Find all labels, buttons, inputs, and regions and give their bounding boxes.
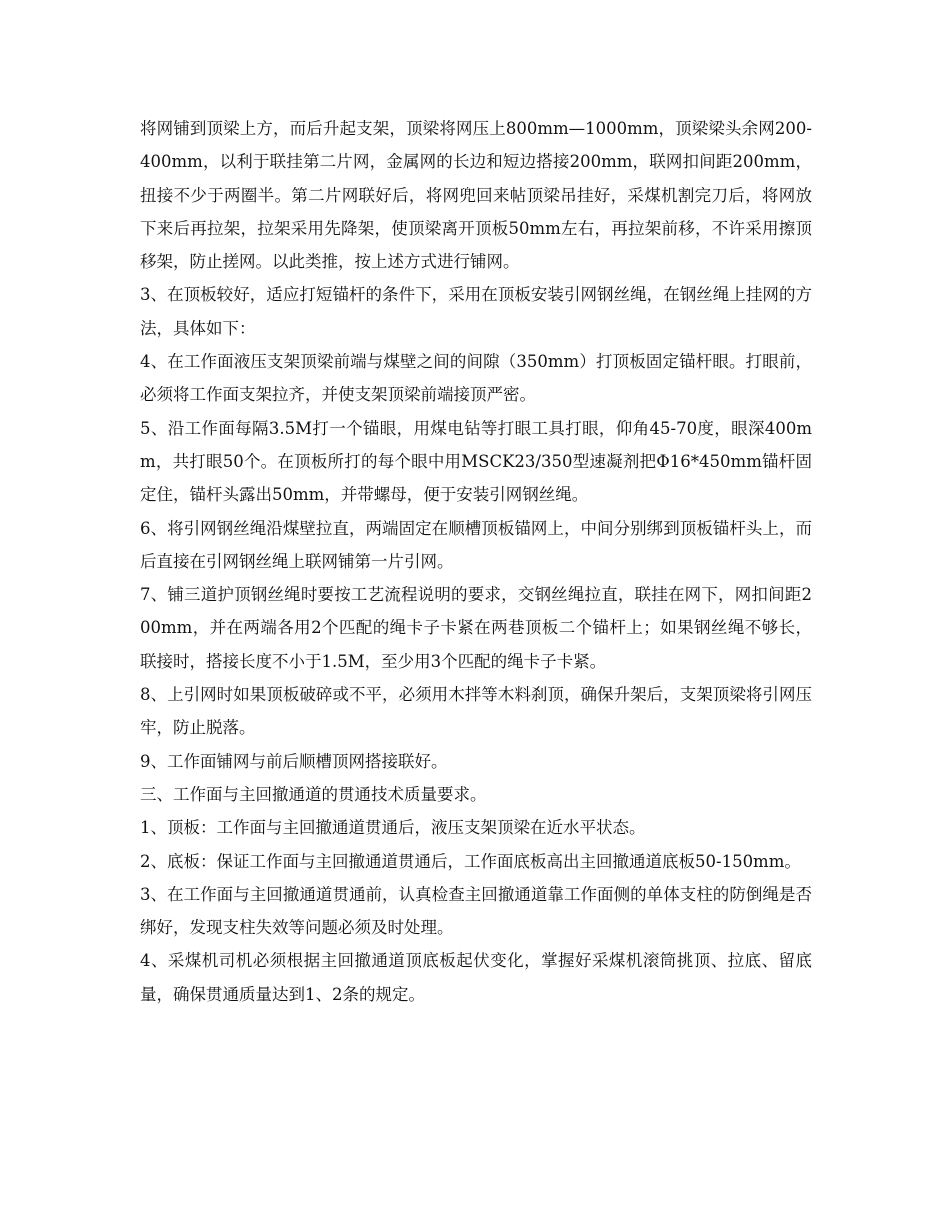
document-body xyxy=(140,112,812,1011)
requirement-item-1: 1、顶板：工作面与主回撤通道贯通后，液压支架顶梁在近水平状态。 xyxy=(140,818,646,838)
paragraph-item-6: 6、将引网钢丝绳沿煤壁拉直，两端固定在顺槽顶板锚网上，中间分别绑到顶板锚杆头上，而后直接在引网钢丝绳上联网铺第一片引网。 xyxy=(140,518,812,571)
requirement-item-3: 3、在工作面与主回撤通道贯通前，认真检查主回撤通道靠工作面侧的单体支柱的防倒绳是否绑好，发现支柱失效等问题必须及时处理。 xyxy=(140,884,812,938)
paragraph-item-7: 7、铺三道护顶钢丝绳时要按工艺流程说明的要求，交钢丝绳拉直，联挂在网下，网扣间距200mm，并在两端各用2个匹配的绳卡子卡紧在两巷顶板二个锚杆上；如果钢丝绳不够长，联接时，搭接长度不小于1.5M，至少用3个匹配的绳卡子卡紧。 xyxy=(140,585,812,671)
requirement-item-2: 2、底板：保证工作面与主回撤通道贯通后，工作面底板高出主回撤通道底板50-150mm。 xyxy=(140,851,801,871)
paragraph-item-4: 4、在工作面液压支架顶梁前端与煤壁之间的间隙（350mm）打顶板固定锚杆眼。打眼前，必须将工作面支架拉齐，并使支架顶梁前端接顶严密。 xyxy=(140,352,812,405)
requirement-item-4: 4、采煤机司机必须根据主回撤通道顶底板起伏变化，掌握好采煤机滚筒挑顶、拉底、留底量，确保贯通质量达到1、2条的规定。 xyxy=(140,951,812,1004)
paragraph-item-9: 9、工作面铺网与前后顺槽顶网搭接联好。 xyxy=(140,751,448,771)
paragraph-item-5: 5、沿工作面每隔3.5M打一个锚眼，用煤电钻等打眼工具打眼，仰角45-70度，眼深400mm，共打眼50个。在顶板所打的每个眼中用MSCK23/350型速凝剂把Φ16*450mm锚杆固定住，锚杆头露出50mm，并带螺母，便于安装引网钢丝绳。 xyxy=(140,418,812,505)
paragraph-item-8: 8、上引网时如果顶板破碎或不平，必须用木拌等木料刹顶，确保升架后，支架顶梁将引网压牢，防止脱落。 xyxy=(140,685,812,738)
paragraph-net-laying: 将网铺到顶梁上方，而后升起支架，顶梁将网压上800mm—1000mm，顶梁梁头余网200-400mm，以利于联挂第二片网，金属网的长边和短边搭接200mm，联网扣间距200mm，扭接不少于两圈半。第二片网联好后，将网兜回来帖顶梁吊挂好，采煤机割完刀后，将网放下来后再拉架，拉架采用先降架，使顶梁离开顶板50mm左右，再拉架前移，不许采用擦顶移架，防止搓网。以此类推，按上述方式进行铺网。 xyxy=(140,119,812,272)
section-heading-3: 三、工作面与主回撤通道的贯通技术质量要求。 xyxy=(140,784,487,804)
paragraph-item-3: 3、在顶板较好，适应打短锚杆的条件下，采用在顶板安装引网钢丝绳，在钢丝绳上挂网的方法，具体如下： xyxy=(140,285,812,338)
